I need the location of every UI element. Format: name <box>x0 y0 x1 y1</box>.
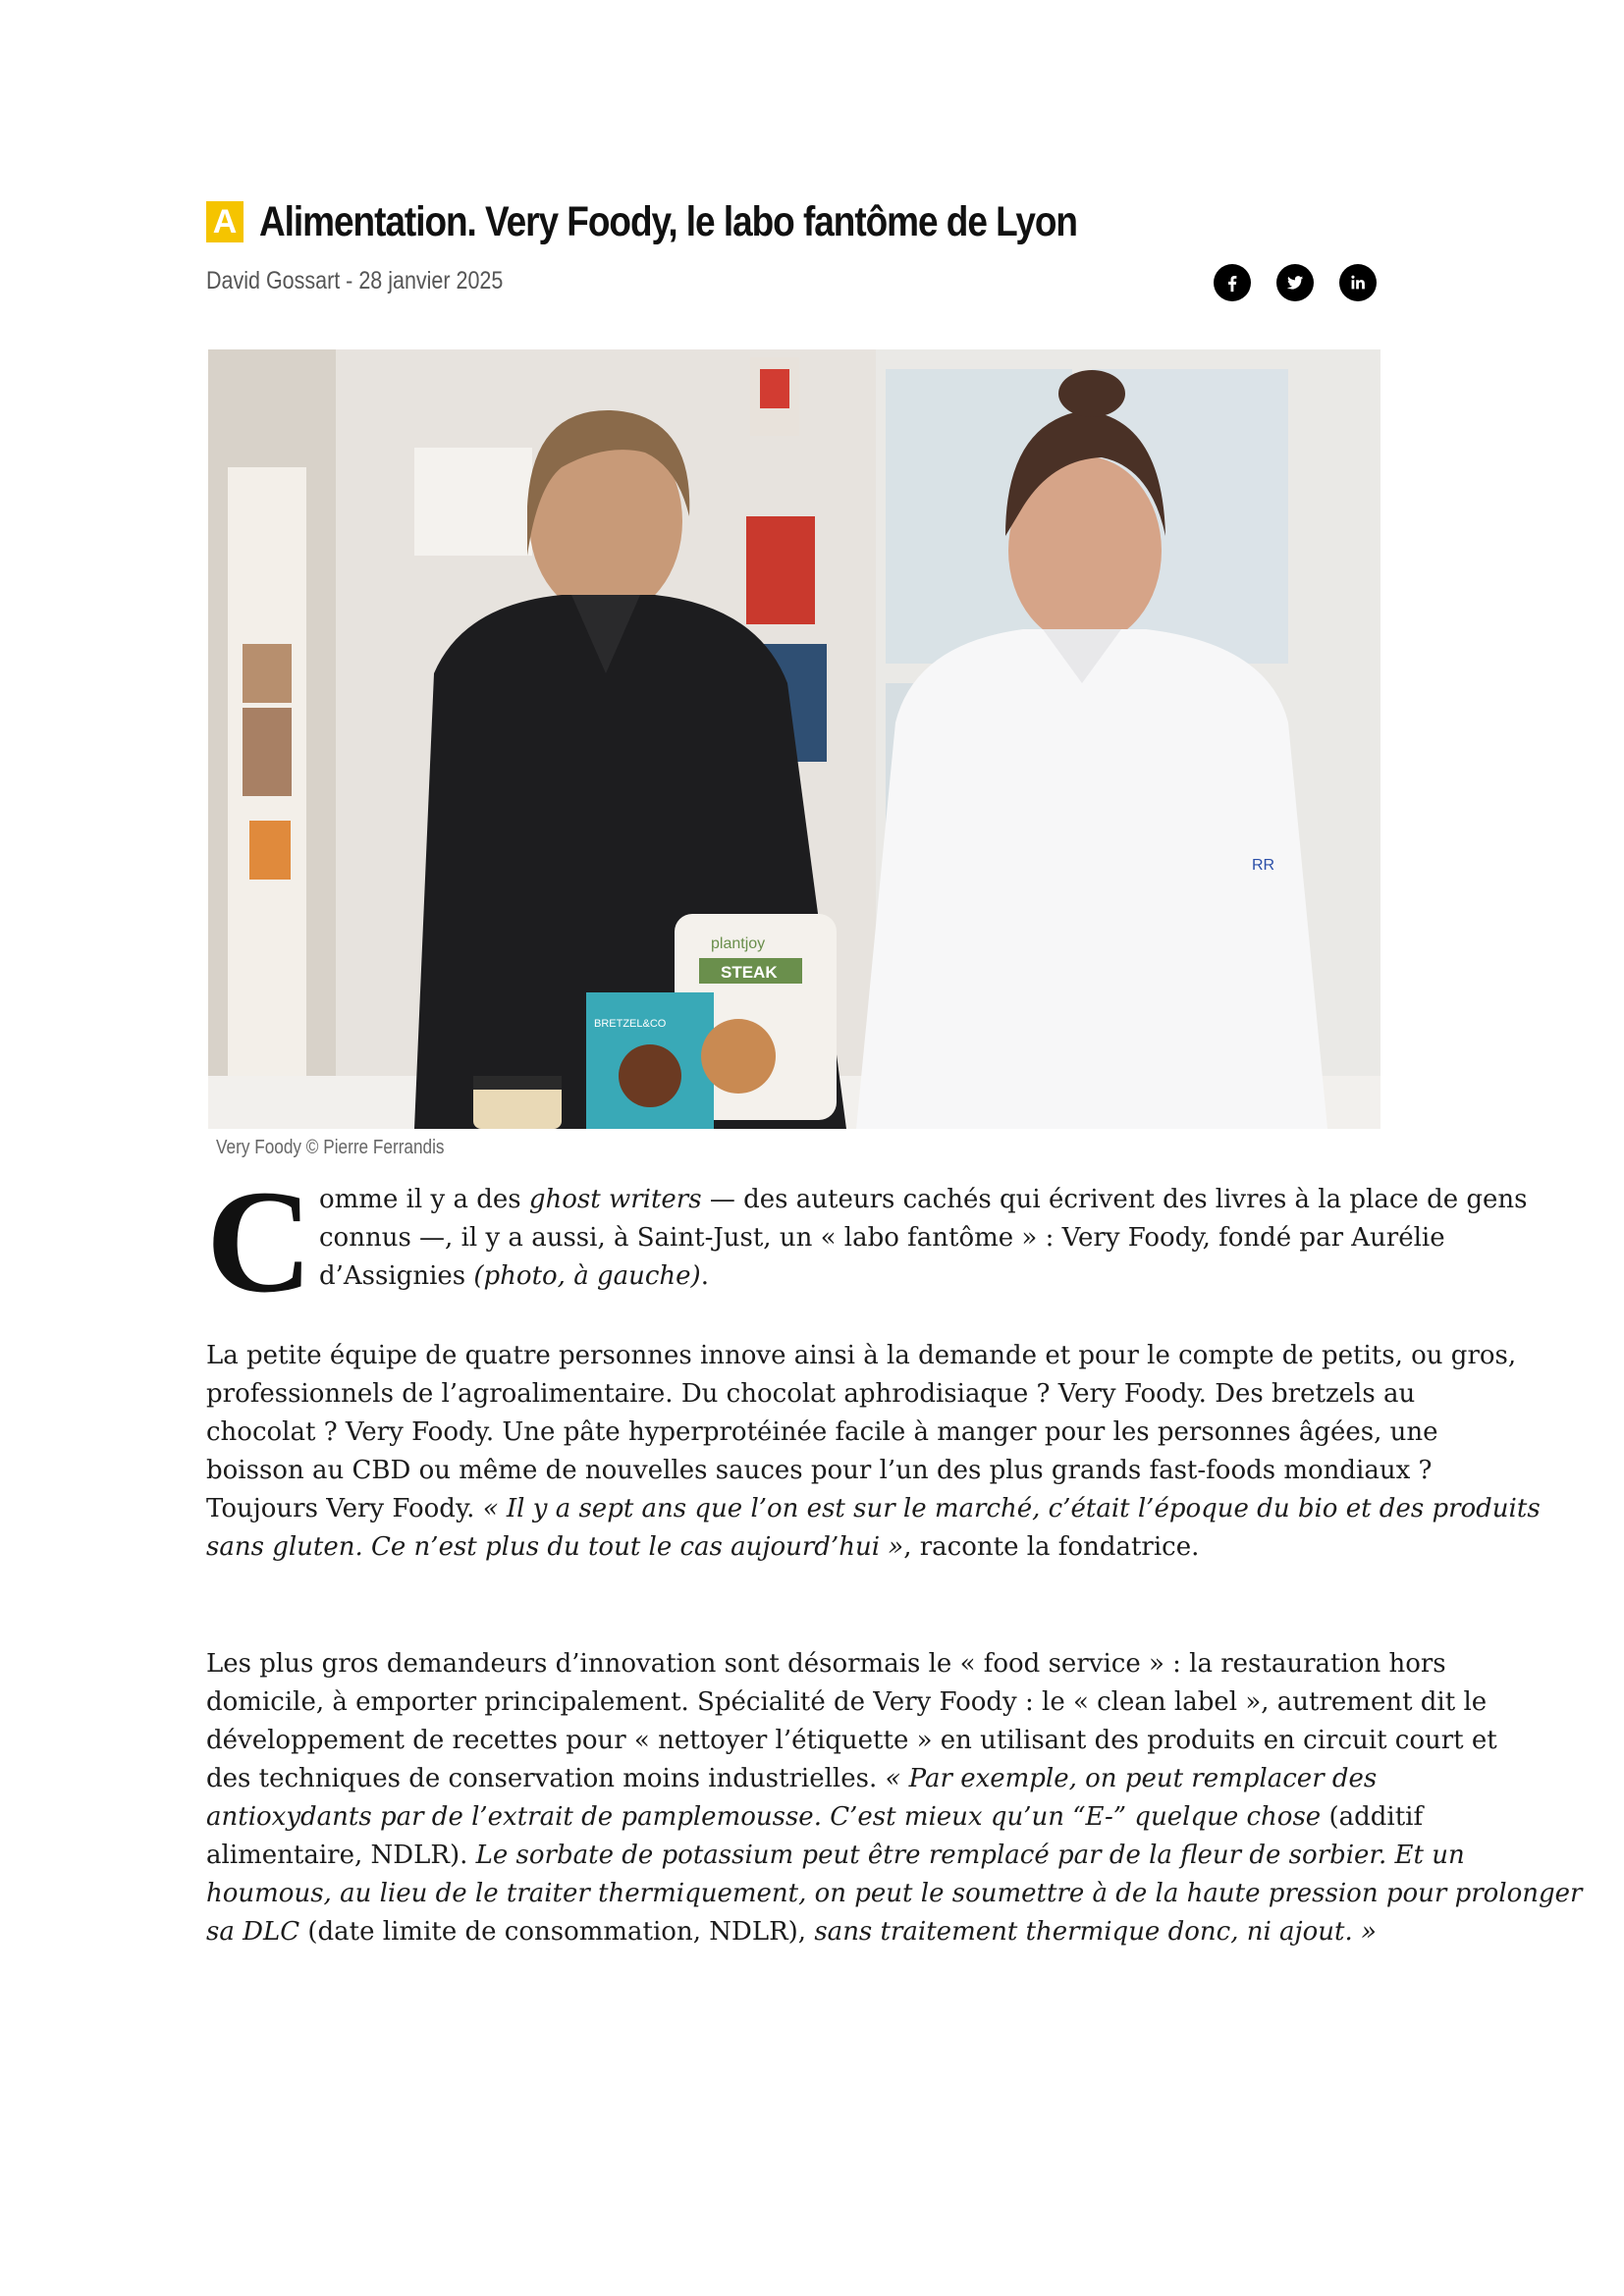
bretzel-label: BRETZEL&CO <box>594 1018 667 1030</box>
founders-illustration <box>208 349 1380 1129</box>
byline-row <box>206 259 1384 298</box>
intro-line-2: connus —, il y a aussi, à Saint-Just, un « labo fantôme » : Very Foody, fondé par Aurélie <box>319 1223 1445 1253</box>
p1-line-3: chocolat ? Very Foody. Une pâte hyperprotéinée facile à manger pour les personnes âgées, une <box>206 1417 1438 1447</box>
section-badge: A <box>206 201 244 242</box>
p2-line-5: antioxydants par de l’extrait de pamplemousse. C’est mieux qu’un “E-” quelque chose (additif <box>206 1802 1424 1832</box>
title-row <box>206 194 1384 249</box>
uniform-logo: RR <box>1252 857 1275 874</box>
article-photo <box>208 349 1380 1129</box>
intro-line-3: d’Assignies (photo, à gauche). <box>319 1261 709 1291</box>
p2-line-1: Les plus gros demandeurs d’innovation sont désormais le « food service » : la restauration hors <box>206 1649 1446 1679</box>
p2-line-4: des techniques de conservation moins industrielles. « Par exemple, on peut remplacer des <box>206 1764 1378 1793</box>
p1-line-4: boisson au CBD ou même de nouvelles sauces pour l’un des plus grands fast-foods mondiaux ? <box>206 1456 1433 1485</box>
drop-cap: C <box>206 1160 313 1323</box>
p1-line-2: professionnels de l’agroalimentaire. Du chocolat aphrodisiaque ? Very Foody. Des bretzels au <box>206 1379 1416 1409</box>
p2-line-7: houmous, au lieu de le traiter thermiquement, on peut le soumettre à de la haute pression pour prolonger <box>206 1879 1583 1908</box>
paragraph-2 <box>206 1645 1583 1951</box>
plantjoy-label: plantjoy <box>711 935 766 952</box>
article-header <box>206 194 1384 294</box>
p1-line-5: Toujours Very Foody. « Il y a sept ans que l’on est sur le marché, c’était l’époque du bio et des produits <box>206 1494 1541 1523</box>
p2-line-8: sa DLC (date limite de consommation, NDLR), sans traitement thermique donc, ni ajout. » <box>206 1917 1377 1947</box>
p2-line-3: développement de recettes pour « nettoyer l’étiquette » en utilisant des produits en circuit court et <box>206 1726 1497 1755</box>
article-title: Alimentation. Very Foody, le labo fantôme de Lyon <box>259 197 1077 245</box>
facebook-share-button[interactable] <box>1214 264 1251 301</box>
p2-line-2: domicile, à emporter principalement. Spécialité de Very Foody : le « clean label », autrement dit le <box>206 1687 1488 1717</box>
paragraph-1 <box>206 1337 1541 1567</box>
facebook-icon <box>1221 272 1243 294</box>
p2-line-6: alimentaire, NDLR). Le sorbate de potassium peut être remplacé par de la fleur de sorbier. Et un <box>206 1841 1465 1870</box>
twitter-share-button[interactable] <box>1276 264 1314 301</box>
share-buttons <box>1214 264 1377 301</box>
p1-line-1: La petite équipe de quatre personnes innove ainsi à la demande et pour le compte de petits, ou gros, <box>206 1341 1517 1370</box>
twitter-icon <box>1284 272 1306 294</box>
intro-line-1: omme il y a des ghost writers — des auteurs cachés qui écrivent des livres à la place de gens <box>319 1185 1528 1214</box>
intro-text <box>319 1181 1528 1296</box>
linkedin-icon <box>1347 272 1369 294</box>
photo-caption: Very Foody © Pierre Ferrandis <box>216 1137 445 1158</box>
steak-label: STEAK <box>721 963 778 982</box>
linkedin-share-button[interactable] <box>1339 264 1377 301</box>
p1-line-6: sans gluten. Ce n’est plus du tout le cas aujourd’hui », raconte la fondatrice. <box>206 1532 1200 1562</box>
byline: David Gossart - 28 janvier 2025 <box>206 267 504 294</box>
